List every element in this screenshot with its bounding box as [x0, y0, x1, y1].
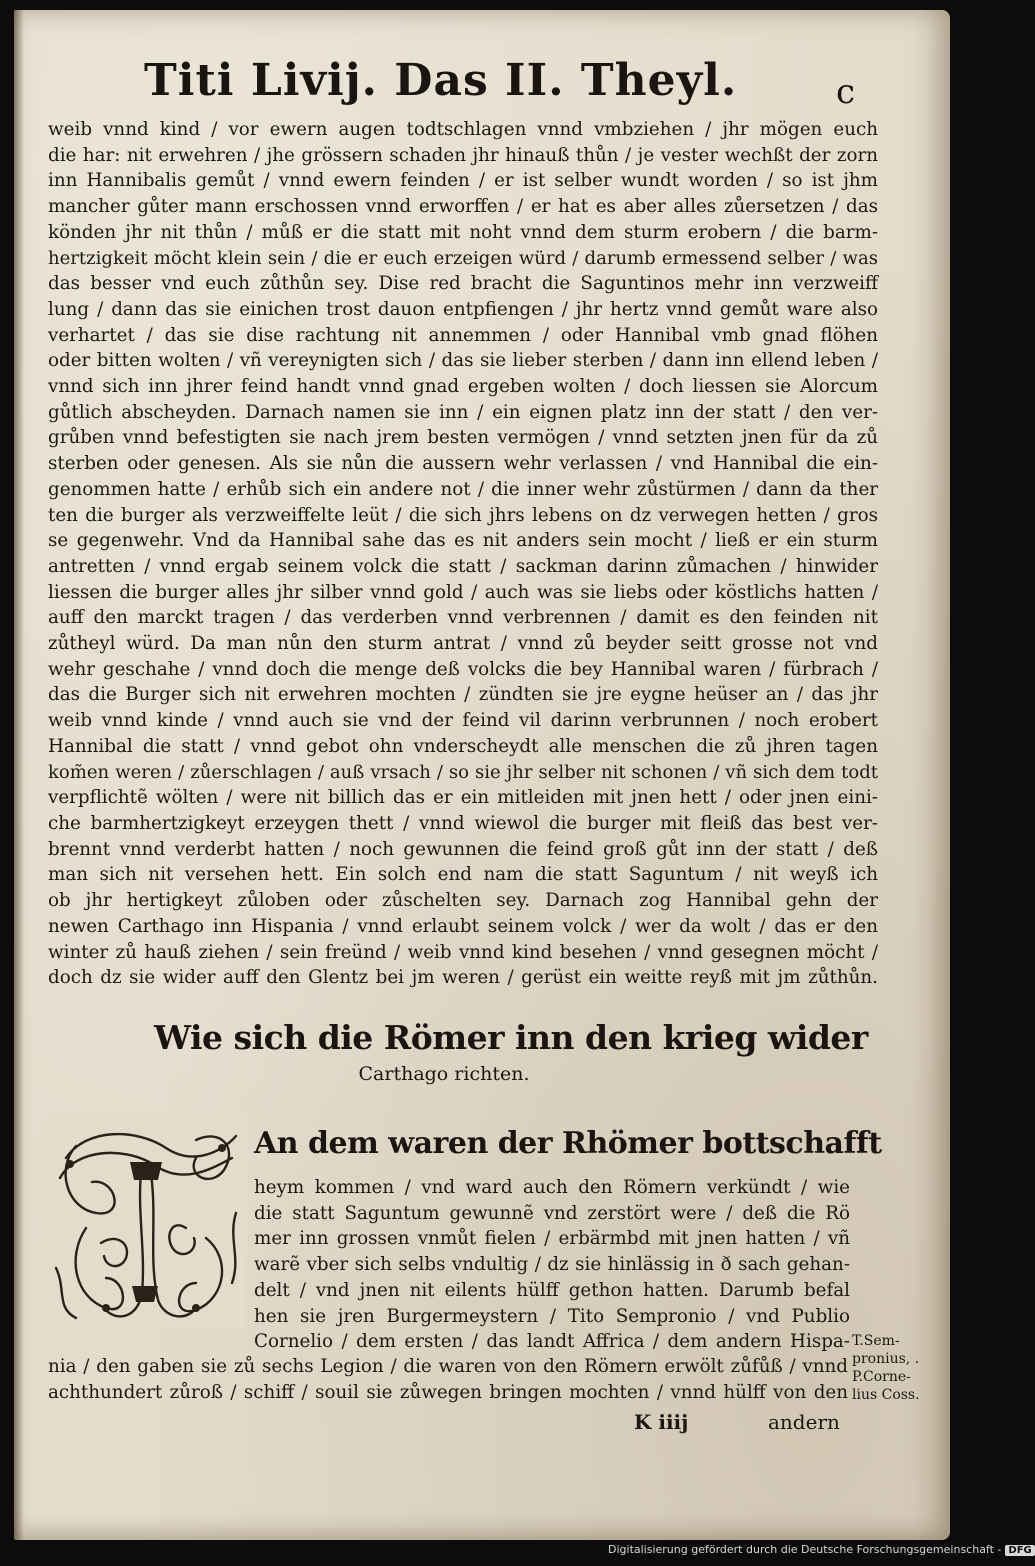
- text-line: die har: nit erwehren / jhe grössern schaden jhr hinauß thůn / je vester wechßt der zorn: [48, 144, 878, 166]
- margin-note-line: P.Corne-: [852, 1369, 911, 1385]
- text-line: hertzigkeit möcht klein sein / die er euch erzeigen würd / darumb ermessend selber / was: [48, 247, 878, 269]
- text-line: heym kommen / vnd ward auch den Römern verkündt / wie: [254, 1177, 850, 1198]
- opening-line: An dem waren der Rhömer bottschafft: [254, 1126, 882, 1161]
- text-line: ob jhr hertigkeyt zůloben oder zůschelten sey. Darnach zog Hannibal gehn der: [48, 890, 878, 912]
- text-line: weib vnnd kinde / vnnd auch sie vnd der feind vil darinn verbrunnen / noch erobert: [48, 710, 878, 732]
- signature-catchword-line: [634, 1410, 854, 1440]
- margin-note-line: pronius, .: [852, 1351, 920, 1367]
- text-line: delt / vnd jnen nit eilents hülff gethon hatten. Darumb befal: [254, 1279, 850, 1301]
- text-line: zůtheyl würd. Da man nůn den sturm antrat / vnnd zů beyder seitt grosse not vnd: [48, 633, 878, 655]
- section-heading: Wie sich die Römer inn den krieg wider: [154, 1018, 868, 1057]
- text-line: winter zů hauß ziehen / sein freünd / weib vnnd kind besehen / vnnd gesegnen möcht /: [48, 941, 878, 963]
- text-line: antretten / vnnd ergab seinem volck die statt / sackman darinn zůmachen / hinwider: [48, 555, 878, 577]
- text-line: mancher gůter mann erschossen vnnd erworffen / er hat es aber alles zůersetzen / das: [48, 196, 878, 218]
- page-gutter-shadow: [14, 10, 24, 1540]
- text-line: wehr geschahe / vnnd doch die menge deß volcks die bey Hannibal waren / fürbrach /: [48, 658, 878, 680]
- text-line: das besser vnd euch zůthůn sey. Dise red bracht die Saguntinos mehr inn verzweiff: [48, 273, 878, 295]
- text-line: auff den marckt tragen / das verderben vnnd verbrennen / damit es den feinden nit: [48, 607, 878, 629]
- text-line: brennt vnnd verderbt hatten / noch gewunnen die feind groß gůt inn der statt / deß: [48, 838, 878, 860]
- text-line: ten die burger als verzweiffelte leüt / die sich jhrs lebens on dz verwegen hetten / gros: [48, 504, 878, 526]
- text-line: inn Hannibalis gemůt / vnnd ewern feinden / er ist selber wundt worden / so ist jhm: [48, 170, 878, 192]
- text-line: das die Burger sich nit erwehren mochten / zündten sie jre eygne heüser an / das jhr: [48, 684, 878, 706]
- book-page: [14, 10, 950, 1540]
- body-text: [48, 117, 878, 991]
- text-line: se gegenwehr. Vnd da Hannibal sahe das es nit anders sein mocht / ließ er ein sturm: [48, 530, 878, 552]
- text-line: che barmhertzigkeyt erzeygen thett / vnnd wiewol die burger mit fleiß das best ver-: [48, 812, 878, 834]
- text-line: sterben oder genesen. Als sie nůn die aussern wehr verlassen / vnd Hannibal die ein-: [48, 453, 878, 475]
- text-line: könden jhr nit thůn / můß er die statt mit noht vnnd dem sturm erobern / die barm-: [48, 221, 878, 243]
- text-line: kom̃en weren / zůerschlagen / auß vrsach / so sie jhr selber nit schonen / vñ sich dem todt: [48, 761, 878, 783]
- text-line: doch dz sie wider auff den Glentz bei jm weren / gerüst ein weitte reyß mit jm zůthůn.: [48, 967, 878, 989]
- paragraph-continuation: [48, 1354, 848, 1405]
- text-line: oder bitten wolten / vñ vereynigten sich / das sie lieber sterben / dann inn ellend leben /: [48, 350, 878, 372]
- text-line: warẽ vber sich selbs vndultig / dz sie hinlässig in ð sach gehan-: [254, 1254, 850, 1276]
- text-line: newen Carthago inn Hispania / vnnd erlaubt seinem volck / wer da wolt / das er den: [48, 915, 878, 937]
- text-line: vnnd sich inn jhrer feind handt vnnd gnad ergeben wolten / doch liessen sie Alorcum: [48, 376, 878, 398]
- text-line: achthundert zůroß / schiff / souil sie zůwegen bringen mochten / vnnd hülff von den: [48, 1381, 848, 1403]
- text-line: verpflichtẽ wölten / were nit billich das er ein mitleiden mit jnen hett / oder jnen eini-: [48, 787, 878, 809]
- text-line: grůben vnnd befestigten sie nach jrem besten vermögen / vnnd setzten jnen für da zů: [48, 427, 878, 449]
- digitization-footer: [608, 1543, 1032, 1563]
- margin-note-line: T.Sem-: [852, 1333, 900, 1349]
- text-line: mer inn grossen vnmůt fielen / erbärmbd mit jnen hatten / vñ: [254, 1228, 850, 1250]
- text-line: hen sie jren Burgermeystern / Tito Sempronio / vnd Publio: [254, 1305, 850, 1327]
- text-line: gůtlich abscheyden. Darnach namen sie inn / ein eignen platz inn der statt / den ver-: [48, 401, 878, 423]
- text-line: nia / den gaben sie zů sechs Legion / die waren von den Römern erwölt zůfůß / vnnd: [48, 1356, 848, 1377]
- text-line: weib vnnd kind / vor ewern augen todtschlagen vnnd vmbziehen / jhr mögen euch: [48, 119, 878, 140]
- text-line: lung / dann das sie einichen trost dauon entpfiengen / jhr hertz vnnd gemůt ware also: [48, 298, 878, 320]
- margin-note-line: lius Coss.: [852, 1387, 920, 1403]
- text-line: genommen hatte / erhůb sich ein andere not / die inner wehr zůstürmen / dann da ther: [48, 478, 878, 500]
- text-line: die statt Saguntum gewunnẽ vnd zerstört were / deß die Rö: [254, 1202, 850, 1224]
- catchword: andern: [768, 1410, 840, 1434]
- signature-mark: K iiij: [634, 1410, 689, 1434]
- dfg-logo-icon: DFG: [1005, 1545, 1034, 1556]
- text-line: verhartet / das sie dise rachtung nit annemmen / oder Hannibal vmb gnad flöhen: [48, 324, 878, 346]
- paragraph-beside-initial: [254, 1175, 850, 1355]
- text-line: Hannibal die statt / vnnd gebot ohn vnderscheydt alle menschen die zů jhren tagen: [48, 735, 878, 757]
- section-subheading: Carthago richten.: [358, 1063, 530, 1085]
- footer-text: Digitalisierung gefördert durch die Deutsche Forschungsgemeinschaft -: [608, 1543, 1002, 1556]
- text-line: man sich nit versehen hett. Ein solch end nam die statt Saguntum / nit weyß ich: [48, 864, 878, 886]
- decorated-initial-icon: [46, 1118, 246, 1328]
- text-line: Cornelio / dem ersten / das landt Affrica / dem andern Hispa-: [254, 1331, 850, 1353]
- margin-note: [852, 1332, 926, 1404]
- folio-mark: c: [836, 72, 856, 112]
- text-line: liessen die burger alles jhr silber vnnd gold / auch was sie liebs oder köstlichs hatten /: [48, 581, 878, 603]
- running-head: Titi Livij. Das II. Theyl.: [144, 55, 738, 106]
